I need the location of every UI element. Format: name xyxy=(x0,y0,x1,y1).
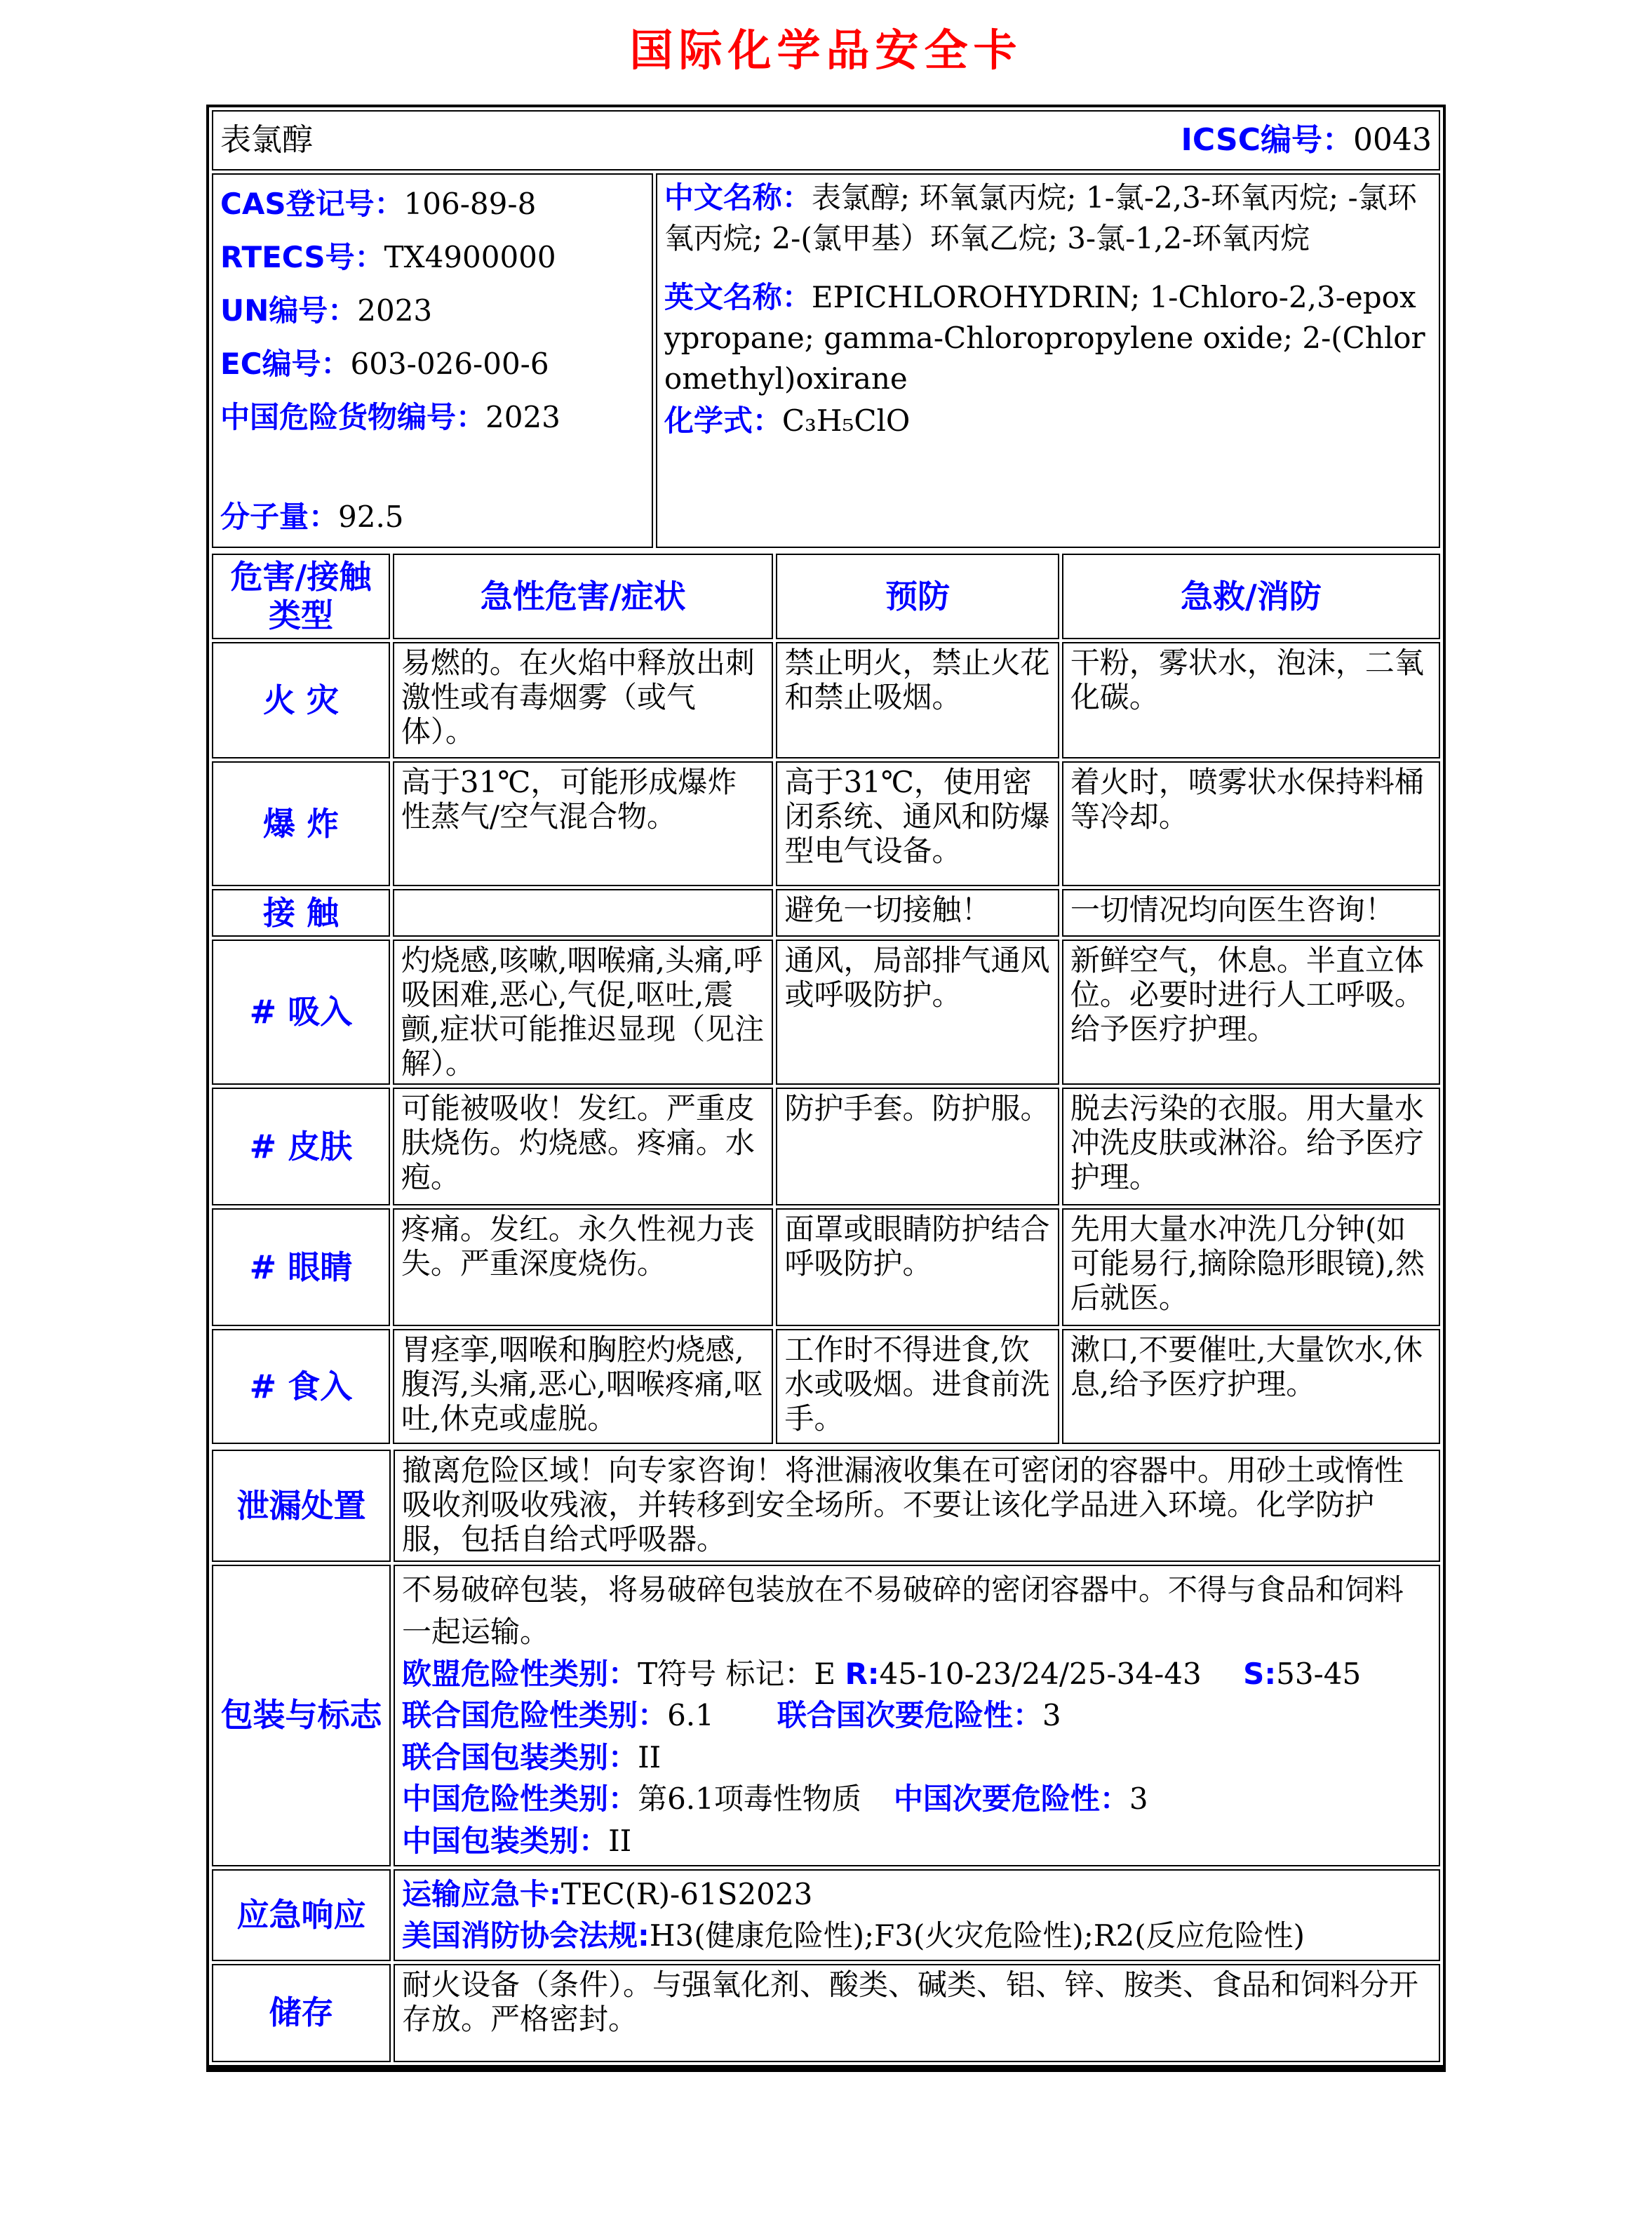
fire-prevention: 禁止明火，禁止火花和禁止吸烟。 xyxy=(776,642,1059,758)
exposure-firstaid: 一切情况均向医生咨询！ xyxy=(1062,889,1440,937)
cn-sub-label: 中国次要危险性： xyxy=(893,1782,1129,1817)
hazard-row-skin xyxy=(212,1088,1440,1205)
un-number-line xyxy=(220,284,645,337)
exposure-symptoms xyxy=(393,889,774,937)
packaging-label: 包装与标志 xyxy=(212,1565,391,1866)
storage-text: 耐火设备（条件）。与强氧化剂、酸类、碱类、铝、锌、胺类、食品和饲料分开存放。严格密封。 xyxy=(394,1964,1440,2062)
emergency-label: 应急响应 xyxy=(212,1869,391,1961)
cn-class-value: 第6.1项毒性物质 xyxy=(638,1782,861,1817)
hazard-row-explosion xyxy=(212,761,1440,886)
hazard-type-exposure: 接 触 xyxy=(212,889,390,937)
eyes-prevention: 面罩或眼睛防护结合呼吸防护。 xyxy=(776,1208,1059,1326)
registry-numbers-cell xyxy=(212,173,653,548)
hazard-type-ingestion: # 食入 xyxy=(212,1329,390,1444)
hazard-type-inhalation: # 吸入 xyxy=(212,940,390,1085)
nfpa-label: 美国消防协会法规: xyxy=(402,1918,650,1953)
emergency-row xyxy=(212,1869,1440,1961)
inhalation-symptoms: 灼烧感,咳嗽,咽喉痛,头痛,呼吸困难,恶心,气促,呕吐,震颤,症状可能推迟显现（见注解）。 xyxy=(393,940,774,1085)
hazard-type-eyes: # 眼睛 xyxy=(212,1208,390,1326)
tec-label: 运输应急卡: xyxy=(402,1876,561,1911)
packaging-row xyxy=(212,1565,1440,1866)
china-dg-number-line xyxy=(220,391,645,444)
eu-hazard-line xyxy=(402,1653,1432,1695)
skin-firstaid: 脱去污染的衣服。用大量水冲洗皮肤或淋浴。给予医疗护理。 xyxy=(1062,1088,1440,1205)
cn-pack-value: II xyxy=(608,1824,632,1858)
fire-symptoms: 易燃的。在火焰中释放出刺激性或有毒烟雾（或气体）。 xyxy=(393,642,774,758)
emergency-content xyxy=(394,1869,1440,1961)
explosion-prevention: 高于31℃，使用密闭系统、通风和防爆型电气设备。 xyxy=(776,761,1059,886)
cn-pack-label: 中国包装类别： xyxy=(402,1824,609,1858)
sections-table xyxy=(209,1447,1443,2065)
inhalation-prevention: 通风，局部排气通风或呼吸防护。 xyxy=(776,940,1059,1085)
eu-r-label: R: xyxy=(845,1656,880,1691)
icsc-number xyxy=(1181,122,1432,158)
un-pack-value: II xyxy=(638,1739,662,1775)
rtecs-value: TX4900000 xyxy=(384,240,556,274)
packaging-intro: 不易破碎包装，将易破碎包装放在不易破碎的密闭容器中。不得与食品和饲料一起运输。 xyxy=(402,1572,1404,1649)
col-header-symptoms: 急性危害/症状 xyxy=(393,554,774,639)
storage-row xyxy=(212,1964,1440,2062)
packaging-content xyxy=(394,1565,1440,1866)
rtecs-number-line xyxy=(220,231,645,284)
ingestion-symptoms: 胃痉挛,咽喉和胸腔灼烧感,腹泻,头痛,恶心,咽喉疼痛,呕吐,休克或虚脱。 xyxy=(393,1329,774,1444)
eu-class-label: 欧盟危险性类别： xyxy=(402,1656,638,1691)
spillage-label: 泄漏处置 xyxy=(212,1450,391,1562)
exposure-prevention: 避免一切接触！ xyxy=(776,889,1059,937)
ingestion-prevention: 工作时不得进食,饮水或吸烟。进食前洗手。 xyxy=(776,1329,1059,1444)
eu-s-label: S: xyxy=(1243,1656,1277,1691)
hazard-type-fire: 火 灾 xyxy=(212,642,390,758)
eu-s-value: 53-45 xyxy=(1276,1656,1362,1691)
chinese-name-value: 表氯醇; 环氧氯丙烷; 1-氯-2,3-环氧丙烷; -氯环氧丙烷; 2-(氯甲基）环氧乙烷; 3-氯-1,2-环氧丙烷 xyxy=(664,180,1417,255)
molecular-weight-label: 分子量： xyxy=(220,500,339,534)
eyes-firstaid: 先用大量水冲洗几分钟(如可能易行,摘除隐形眼镜),然后就医。 xyxy=(1062,1208,1440,1326)
explosion-symptoms: 高于31℃，可能形成爆炸性蒸气/空气混合物。 xyxy=(393,761,774,886)
fire-firstaid: 干粉，雾状水，泡沫，二氧化碳。 xyxy=(1062,642,1440,758)
molecular-weight-value: 92.5 xyxy=(338,500,404,534)
hazard-type-skin: # 皮肤 xyxy=(212,1088,390,1205)
col-header-type: 危害/接触 类型 xyxy=(212,554,390,639)
cn-sub-value: 3 xyxy=(1129,1782,1148,1817)
card-header-cell xyxy=(212,110,1440,171)
eu-class-desc: T符号 标记：E xyxy=(638,1656,845,1691)
ec-label: EC编号： xyxy=(220,347,351,381)
explosion-firstaid: 着火时，喷雾状水保持料桶等冷却。 xyxy=(1062,761,1440,886)
un-sub-value: 3 xyxy=(1042,1698,1061,1733)
formula-value: C₃H₅ClO xyxy=(781,403,911,438)
cas-value: 106-89-8 xyxy=(403,187,537,221)
col-header-firstaid: 急救/消防 xyxy=(1062,554,1440,639)
hazard-row-eyes xyxy=(212,1208,1440,1326)
eu-r-value: 45-10-23/24/25-34-43 xyxy=(879,1656,1211,1691)
hazard-row-fire xyxy=(212,642,1440,758)
molecular-weight-line xyxy=(220,490,645,544)
ingestion-firstaid: 漱口,不要催吐,大量饮水,休息,给予医疗护理。 xyxy=(1062,1329,1440,1444)
english-name-label: 英文名称： xyxy=(664,279,812,314)
icsc-value: 0043 xyxy=(1353,122,1432,159)
hazard-header-row xyxy=(212,554,1440,639)
cas-label: CAS登记号： xyxy=(220,187,404,221)
china-dg-label: 中国危险货物编号： xyxy=(220,400,486,434)
cn-hazard-line xyxy=(402,1778,1432,1820)
un-pack-label: 联合国包装类别： xyxy=(402,1739,638,1775)
skin-symptoms: 可能被吸收！发红。严重皮肤烧伤。灼烧感。疼痛。水疱。 xyxy=(393,1088,774,1205)
eyes-symptoms: 疼痛。发红。永久性视力丧失。严重深度烧伤。 xyxy=(393,1208,774,1326)
hazard-row-ingestion xyxy=(212,1329,1440,1444)
icsc-label: ICSC编号： xyxy=(1181,122,1354,159)
un-class-label: 联合国危险性类别： xyxy=(402,1698,668,1733)
col-header-prevention: 预防 xyxy=(776,554,1059,639)
chinese-names xyxy=(664,178,1432,259)
cn-packing-line xyxy=(402,1820,1432,1862)
tec-line xyxy=(402,1873,1432,1916)
tec-value: TEC(R)-61S2023 xyxy=(560,1876,813,1911)
hazard-row-inhalation xyxy=(212,940,1440,1085)
identification-table xyxy=(209,107,1443,551)
page-title: 国际化学品安全卡 xyxy=(629,25,1023,76)
nfpa-value: H3(健康危险性);F3(火灾危险性);R2(反应危险性) xyxy=(649,1918,1305,1953)
skin-prevention: 防护手套。防护服。 xyxy=(776,1088,1059,1205)
chemical-formula xyxy=(664,401,1432,441)
inhalation-firstaid: 新鲜空气，休息。半直立体位。必要时进行人工呼吸。给予医疗护理。 xyxy=(1062,940,1440,1085)
cn-class-label: 中国危险性类别： xyxy=(402,1782,638,1817)
un-label: UN编号： xyxy=(220,293,358,328)
english-names xyxy=(664,277,1432,399)
english-name-value: EPICHLOROHYDRIN; 1-Chloro-2,3-epoxypropane; gamma-Chloropropylene oxide; 2-(Chloromethyl)oxirane xyxy=(664,279,1425,396)
safety-card-frame xyxy=(206,105,1446,2072)
nfpa-line xyxy=(402,1915,1432,1957)
substance-name: 表氯醇 xyxy=(220,122,313,159)
ec-value: 603-026-00-6 xyxy=(350,347,549,381)
un-packing-line xyxy=(402,1737,1432,1779)
un-hazard-line xyxy=(402,1695,1432,1737)
names-cell xyxy=(656,173,1440,548)
ec-number-line xyxy=(220,337,645,391)
un-sub-label: 联合国次要危险性： xyxy=(777,1698,1042,1733)
spillage-row xyxy=(212,1450,1440,1562)
spillage-text: 撤离危险区域！向专家咨询！将泄漏液收集在可密闭的容器中。用砂土或惰性吸收剂吸收残液，并转移到安全场所。不要让该化学品进入环境。化学防护服，包括自给式呼吸器。 xyxy=(394,1450,1440,1562)
cas-number-line xyxy=(220,178,645,231)
hazard-type-explosion: 爆 炸 xyxy=(212,761,390,886)
formula-label: 化学式： xyxy=(664,403,782,438)
chinese-name-label: 中文名称： xyxy=(664,180,812,215)
un-class-value: 6.1 xyxy=(667,1698,714,1733)
rtecs-label: RTECS号： xyxy=(220,240,384,274)
china-dg-value: 2023 xyxy=(485,400,560,434)
storage-label: 储存 xyxy=(212,1964,391,2062)
hazard-table xyxy=(209,551,1443,1447)
un-value: 2023 xyxy=(357,293,433,328)
hazard-row-exposure xyxy=(212,889,1440,937)
